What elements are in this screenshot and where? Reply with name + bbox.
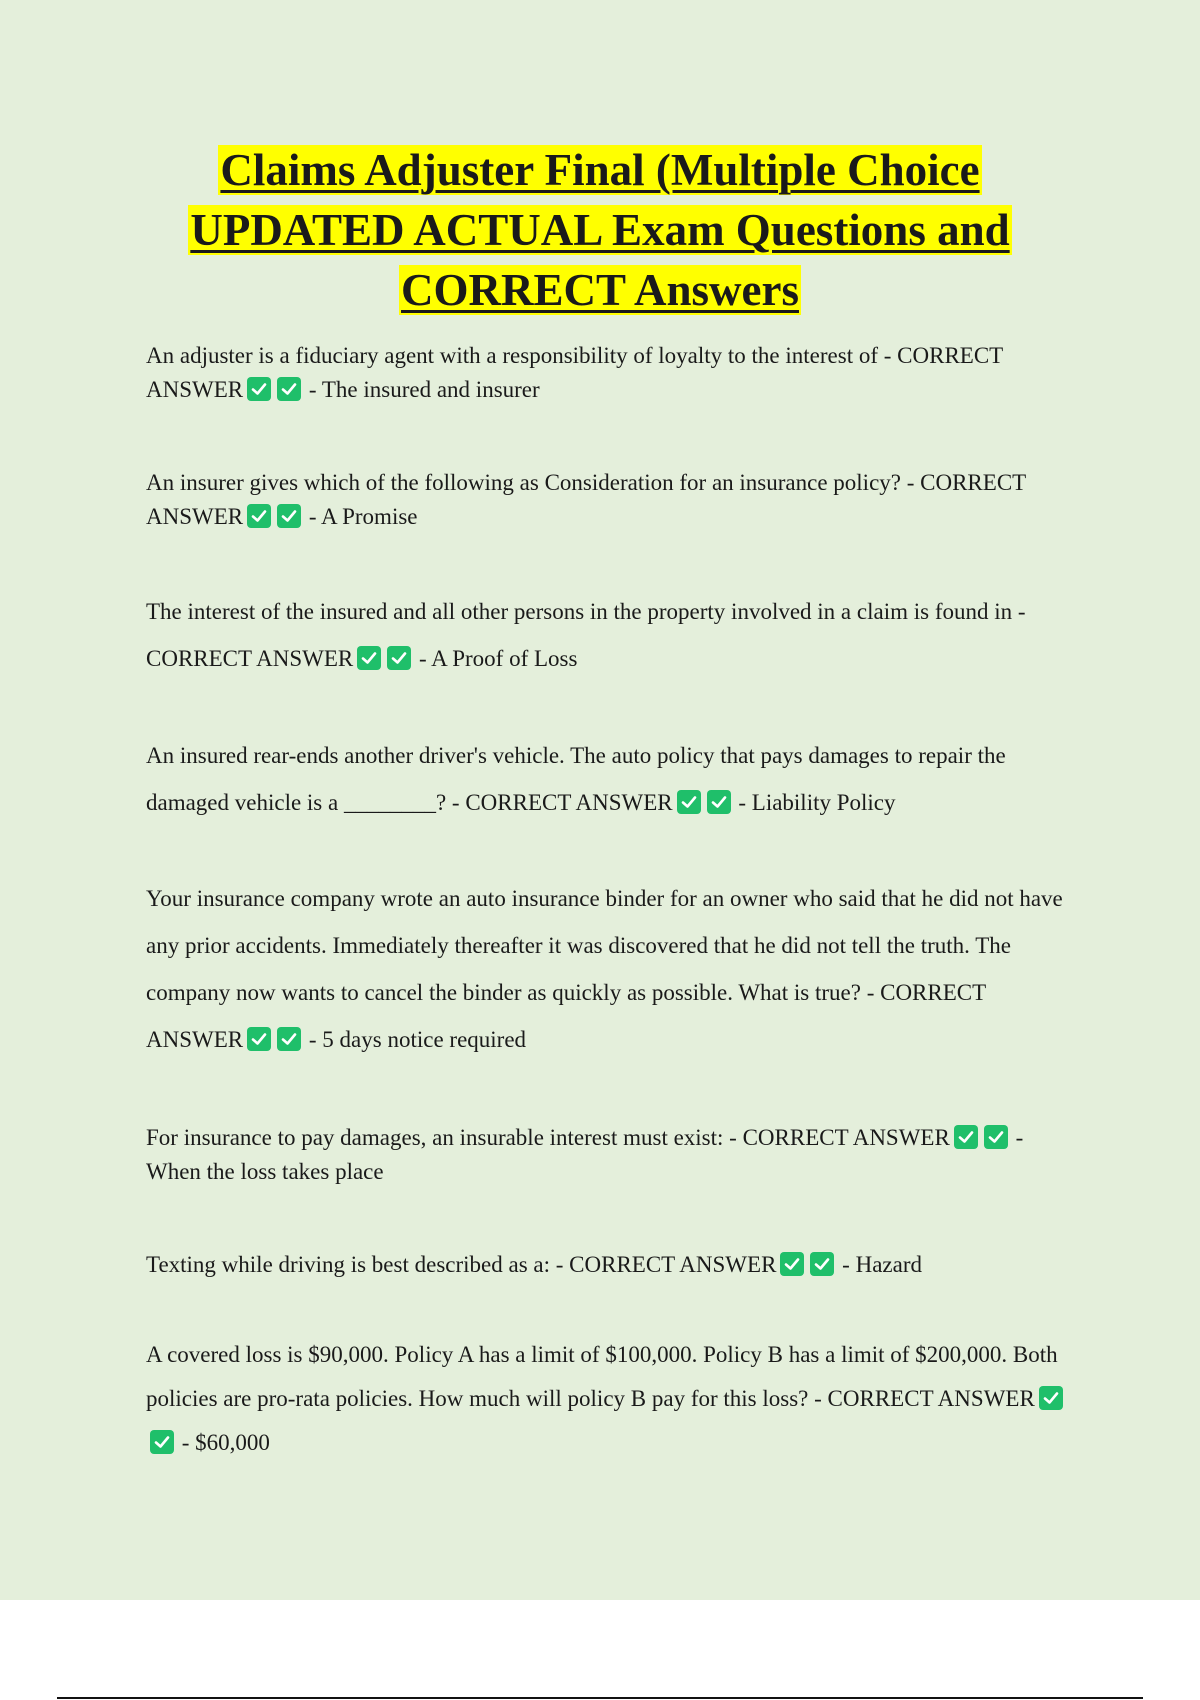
answer-marker: CORRECT ANSWER [465,790,673,815]
check-mark-icon [387,646,411,670]
question-text: An adjuster is a fiduciary agent with a responsibility of loyalty to the interest of - [146,343,898,368]
check-mark-icon [810,1252,834,1276]
question-text: The interest of the insured and all other persons in the property involved in a claim is found in - [146,599,1026,624]
answer-marker: CORRECT ANSWER [146,980,986,1052]
title-line-1: Claims Adjuster Final (Multiple Choice [220,145,980,195]
qa-item-4: An insured rear-ends another driver's vehicle. The auto policy that pays damages to repair the damaged vehicle is a ________? - CORRECT ANSWER - Liability Policy [146,743,1006,815]
check-mark-icon [247,504,271,528]
answer-marker: CORRECT ANSWER [146,470,1026,529]
qa-item-1: An adjuster is a fiduciary agent with a responsibility of loyalty to the interest of - CORRECT ANSWER - The insured and insurer [146,343,1003,402]
answer-marker: CORRECT ANSWER [742,1125,950,1150]
question-text: An insurer gives which of the following as Consideration for an insurance policy? - [146,470,921,495]
qa-item-5: Your insurance company wrote an auto insurance binder for an owner who said that he did not have any prior accidents. Immediately thereafter it was discovered that he did not tell the truth. The company now wants to cancel the binder as quickly as possible. What is true? - CORRECT ANSWER - 5 days notice required [146,886,1063,1052]
qa-item-2: An insurer gives which of the following as Consideration for an insurance policy? - CORRECT ANSWER - A Promise [146,470,1026,529]
question-text: An insured rear-ends another driver's vehicle. The auto policy that pays damages to repair the damaged vehicle is a ________? - [146,743,1006,815]
check-mark-icon [277,504,301,528]
check-mark-icon [677,790,701,814]
footer-divider [57,1697,1143,1699]
check-mark-icon [150,1430,174,1454]
answer-text: 5 days notice required [322,1027,527,1052]
check-mark-icon [357,646,381,670]
answer-marker: CORRECT ANSWER [569,1252,777,1277]
check-mark-icon [780,1252,804,1276]
check-mark-icon [707,790,731,814]
check-mark-icon [247,1027,271,1051]
check-mark-icon [1039,1386,1063,1410]
answer-text: Liability Policy [751,790,896,815]
question-text: For insurance to pay damages, an insurable interest must exist: - [146,1125,743,1150]
answer-marker: CORRECT ANSWER [146,646,354,671]
answer-text: $60,000 [195,1430,270,1455]
check-mark-icon [954,1125,978,1149]
qa-item-7: Texting while driving is best described as a: - CORRECT ANSWER - Hazard [146,1252,922,1277]
qa-item-6: For insurance to pay damages, an insurable interest must exist: - CORRECT ANSWER - When the loss takes place [146,1125,1024,1184]
check-mark-icon [247,377,271,401]
question-text: Texting while driving is best described as a: - [146,1252,570,1277]
question-text: A covered loss is $90,000. Policy A has a limit of $100,000. Policy B has a limit of $200,000. Both policies are pro-rata policies. How much will policy B pay for this loss? - [146,1342,1058,1411]
answer-text: The insured and insurer [321,377,540,402]
qa-item-3: The interest of the insured and all other persons in the property involved in a claim is found in - CORRECT ANSWER - A Proof of Loss [146,599,1026,671]
answer-marker: CORRECT ANSWER [146,343,1003,402]
answer-marker: CORRECT ANSWER [827,1386,1035,1411]
answer-text: A Promise [321,504,418,529]
question-text: Your insurance company wrote an auto insurance binder for an owner who said that he did not have any prior accidents. Immediately thereafter it was discovered that he did not tell the truth. The company now wants to cancel the binder as quickly as possible. What is true? - [146,886,1063,1005]
answer-text: A Proof of Loss [431,646,578,671]
answer-text: Hazard [855,1252,922,1277]
answer-text: When the loss takes place [146,1159,384,1184]
check-mark-icon [277,1027,301,1051]
title-line-2: UPDATED ACTUAL Exam Questions and [190,205,1010,255]
document-title [0,140,1200,320]
check-mark-icon [984,1125,1008,1149]
title-line-3: CORRECT Answers [401,265,799,315]
check-mark-icon [277,377,301,401]
qa-item-8: A covered loss is $90,000. Policy A has a limit of $100,000. Policy B has a limit of $200,000. Both policies are pro-rata policies. How much will policy B pay for this loss? - CORRECT ANSWER - $60,000 [146,1333,1076,1465]
